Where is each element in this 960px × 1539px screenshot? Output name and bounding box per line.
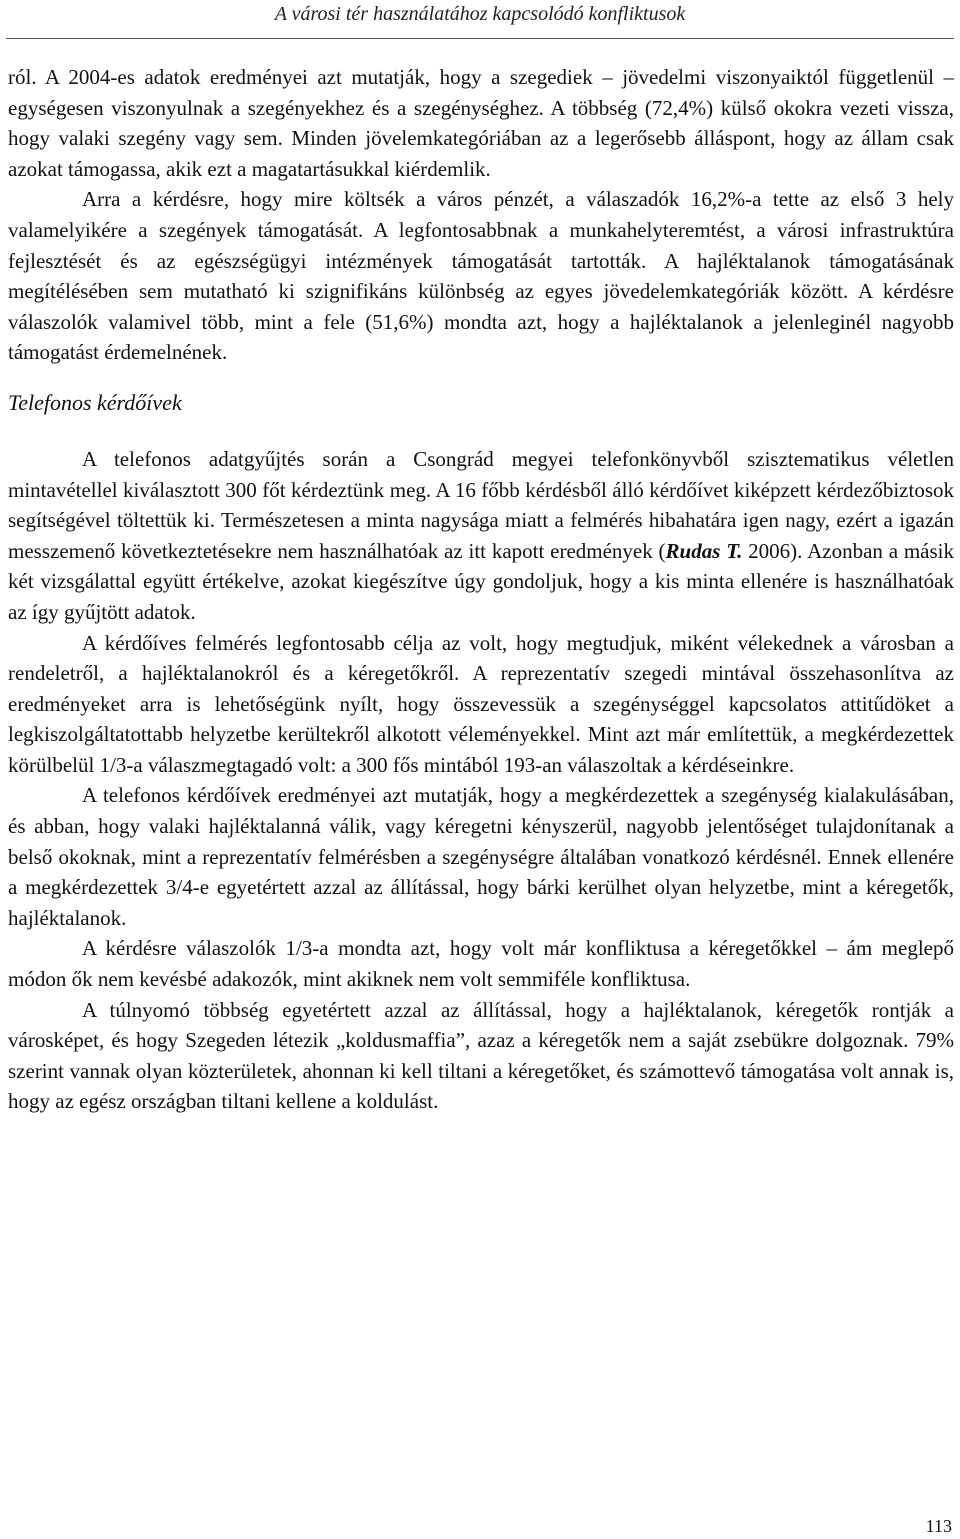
paragraph-7: A túlnyomó többség egyetértett azzal az állítással, hogy a hajléktalanok, kéregetők rontják a városképet, és hogy Szegeden létezik „koldusmaffia”, azaz a kéregetők nem a saját zsebükre dolgoznak. 79% szerint vannak olyan közterületek, ahonnan ki kell tiltani a kéregetőket, és számottevő támogatása volt annak is, hogy az egész országban tiltani kellene a koldulást. [8, 997, 954, 1114]
paragraph-1: ról. A 2004-es adatok eredményei azt mutatják, hogy a szegediek – jövedelmi viszonyaiktól függetlenül – egységesen viszonyulnak a szegényekhez és a szegénységhez. A többség (72,4%) külső okokra vezeti vissza, hogy valaki szegény vagy sem. Minden jövelemkategóriában az a legerősebb álláspont, hogy az állam csak azokat támogassa, akik ezt a magatartásukkal kiérdemlik. [8, 65, 954, 181]
paragraph-2: Arra a kérdésre, hogy mire költsék a város pénzét, a válaszadók 16,2%-a tette az első 3 hely valamelyikére a szegények támogatását. A legfontosabbnak a munkahelyteremtést, a városi infrastruktúra fejlesztését és az egészségügyi intézmények támogatását tartották. A hajléktalanok támogatásának megítélésében sem mutatható ki szignifikáns különbség az egyes jövedelemkategóriák között. A kérdésre válaszolók valamivel több, mint a fele (51,6%) mondta azt, hogy a hajléktalanok a jelenleginél nagyobb támogatást érdemelnének. [8, 187, 954, 365]
page-body [8, 62, 954, 1117]
paragraph-3 [8, 444, 954, 628]
paragraph-4: A kérdőíves felmérés legfontosabb célja az volt, hogy megtudjuk, miként vélekednek a városban a rendeletről, a hajléktalanokról és a kéregetőkről. A reprezentatív szegedi mintával összehasonlítva az eredményeket arra is lehetőségünk nyílt, hogy összevessük a szegénységgel kapcsolatos attitűdöket a legkiszolgáltatottabb helyzetbe kerültekről alkotott véleményekkel. Mint azt már említettük, a megkérdezettek körülbelül 1/3-a válaszmegtagadó volt: a 300 fős mintából 193-an válaszoltak a kérdéseinkre. [8, 630, 954, 777]
running-header: A városi tér használatához kapcsolódó konfliktusok [274, 3, 686, 25]
paragraph-3-text-b: 2006). Azonban a másik két vizsgálattal együtt értékelve, azokat kiegészítve úgy gondoljuk, hogy a kis minta ellenére is használhatóak az így gyűjtött adatok. [8, 538, 954, 624]
paragraph-3-text-a: A telefonos adatgyűjtés során a Csongrád megyei telefonkönyvből szisztematikus véletlen mintavétellel kiválasztott 300 főt kérdeztünk meg. A 16 főbb kérdésből álló kérdőívet kiképzett kérdezőbiztosok segítségével töltettük ki. Természetesen a minta nagysága miatt a felmérés hibahatára igen nagy, ezért a igazán messzemenő következtetésekre nem használhatóak az itt kapott eredmények ( [8, 446, 954, 563]
page-number: 113 [925, 1516, 952, 1536]
header-divider [6, 38, 954, 39]
section-heading: Telefonos kérdőívek [8, 389, 182, 415]
paragraph-6: A kérdésre válaszolók 1/3-a mondta azt, hogy volt már konfliktusa a kéregetőkkel – ám meglepő módon ők nem kevésbé adakozók, mint akiknek nem volt semmiféle konfliktusa. [8, 936, 954, 992]
citation-author: Rudas T. [665, 538, 743, 563]
paragraph-5: A telefonos kérdőívek eredményei azt mutatják, hogy a megkérdezettek a szegénység kialakulásában, és abban, hogy valaki hajléktalanná válik, vagy kéregetni kényszerül, nagyobb jelentőséget tulajdonítanak a belső okoknak, mint a reprezentatív felmérésben a szegénységre általában vonatkozó kérdésnél. Ennek ellenére a megkérdezettek 3/4-e egyetértett azzal az állítással, hogy bárki kerülhet olyan helyzetbe, mint a kéregetők, hajléktalanok. [8, 783, 954, 930]
